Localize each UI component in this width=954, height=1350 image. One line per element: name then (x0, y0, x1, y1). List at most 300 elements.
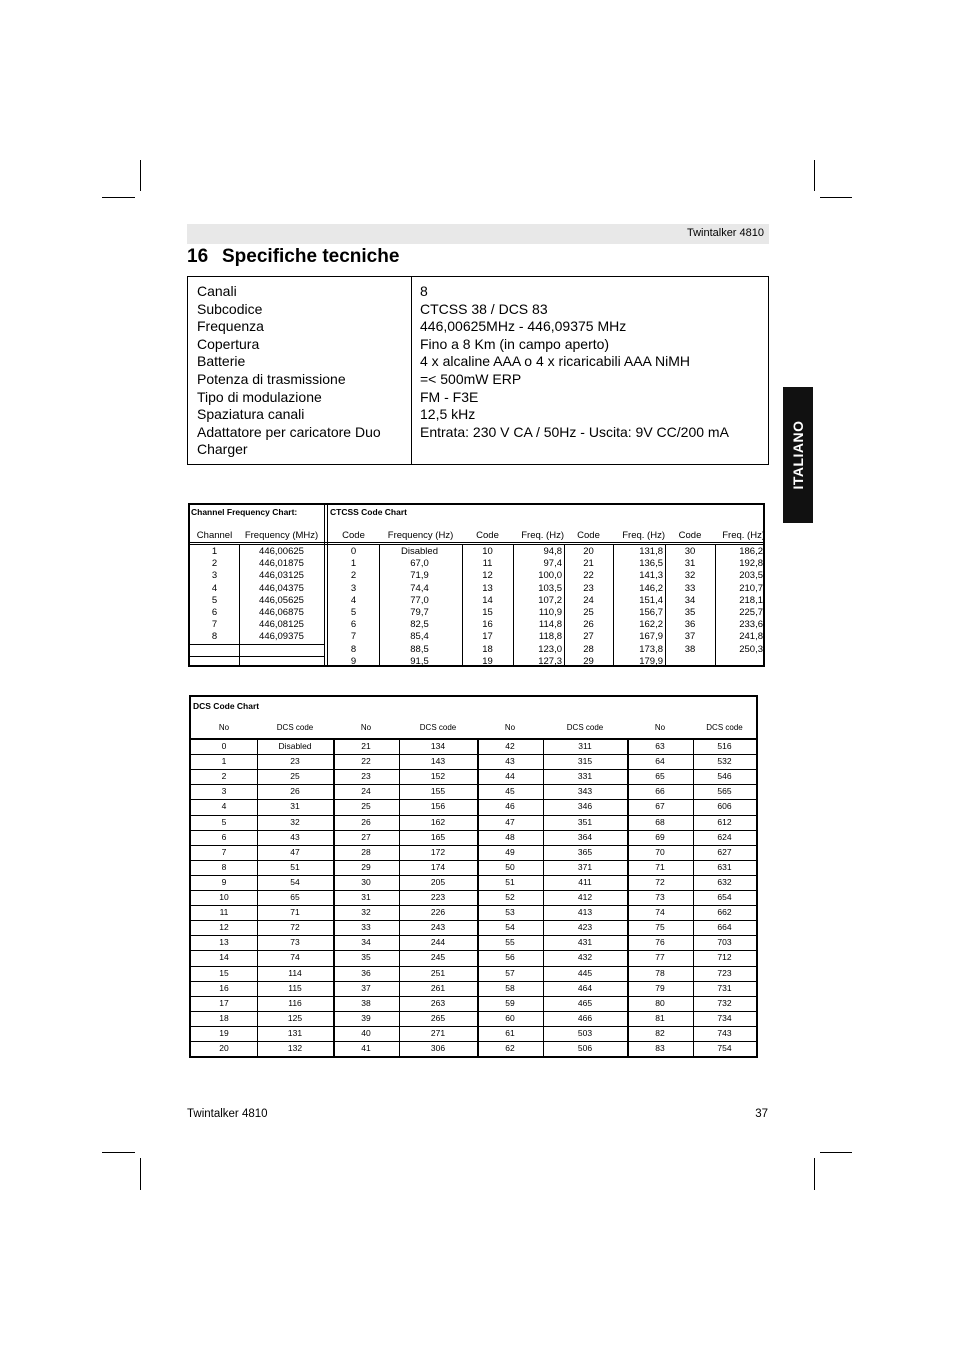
ctcss-freq-cell: 100,0 (538, 570, 562, 582)
ctcss-freq-cell: 82,5 (410, 619, 429, 631)
dcs-code-cell: 51 (290, 861, 300, 872)
crop-mark (140, 160, 141, 191)
spec-label: Adattatore per caricatore Duo Charger (197, 423, 381, 458)
crop-mark (102, 1152, 135, 1153)
dcs-no-cell: 23 (361, 771, 371, 782)
dcs-code-cell: 506 (577, 1043, 593, 1053)
dcs-no-cell: 39 (361, 1012, 371, 1023)
ctcss-code-cell: 17 (482, 631, 493, 643)
ctcss-freq-cell: 203,5 (739, 570, 763, 582)
ctcss-chart-caption: CTCSS Code Chart (330, 507, 407, 517)
ctcss-column-header: Freq. (Hz) (722, 530, 765, 541)
dcs-no-cell: 5 (221, 816, 227, 827)
dcs-no-cell: 44 (505, 771, 515, 782)
ctcss-code-cell: 23 (583, 582, 594, 594)
dcs-no-cell: 64 (655, 756, 665, 767)
ctcss-code-cell: 9 (350, 655, 357, 667)
dcs-no-cell: 9 (221, 876, 227, 887)
dcs-no-cell: 20 (219, 1043, 229, 1053)
ctcss-code-cell: 30 (684, 546, 696, 557)
ctcss-freq-cell: 103,5 (538, 582, 562, 594)
dcs-code-cell: 265 (430, 1012, 446, 1023)
dcs-no-cell: 22 (361, 756, 371, 767)
channel-cell: 446,00625 (259, 546, 304, 557)
dcs-no-cell: 42 (505, 741, 515, 751)
dcs-no-cell: 25 (361, 801, 371, 812)
dcs-no-cell: 53 (505, 907, 515, 918)
dcs-no-cell: 34 (361, 937, 371, 948)
dcs-no-cell: 19 (219, 1027, 229, 1038)
ctcss-column-header: Freq. (Hz) (521, 530, 564, 541)
crop-mark (140, 1158, 141, 1190)
dcs-code-cell: 116 (288, 997, 302, 1008)
dcs-no-cell: 52 (505, 892, 515, 902)
crop-mark (814, 160, 815, 191)
dcs-code-cell: 156 (430, 801, 446, 812)
dcs-no-cell: 36 (361, 967, 371, 978)
spec-value: CTCSS 38 / DCS 83 (420, 300, 548, 317)
dcs-code-cell: 251 (430, 967, 446, 978)
dcs-code-cell: 223 (430, 892, 446, 902)
dcs-code-cell: 245 (430, 952, 446, 963)
dcs-code-cell: Disabled (278, 741, 312, 751)
spec-divider (411, 277, 412, 464)
dcs-no-cell: 40 (361, 1027, 371, 1038)
spec-value: FM - F3E (420, 388, 479, 405)
header-rule (190, 542, 763, 543)
dcs-code-cell: 172 (430, 846, 446, 857)
dcs-code-cell: 114 (288, 967, 302, 978)
channel-cell: 5 (211, 594, 218, 606)
section-title (187, 246, 399, 268)
dcs-code-cell: 155 (430, 786, 446, 797)
ctcss-freq-cell: 67,0 (410, 558, 429, 570)
dcs-code-cell: 205 (430, 876, 446, 887)
dcs-no-cell: 3 (221, 786, 227, 797)
dcs-code-cell: 131 (287, 1027, 303, 1038)
ctcss-code-cell: 32 (684, 570, 696, 582)
dcs-code-cell: 503 (577, 1027, 593, 1038)
spec-value: =< 500mW ERP (420, 370, 522, 387)
dcs-code-cell: 565 (717, 786, 732, 797)
channel-cell: 446,01875 (259, 558, 304, 570)
ctcss-column-header: Frequency (Hz) (387, 530, 454, 541)
channel-cell: 8 (211, 631, 218, 643)
dcs-no-cell: 38 (361, 997, 371, 1008)
dcs-code-cell: 606 (717, 801, 732, 812)
dcs-no-cell: 68 (655, 816, 665, 827)
dcs-code-cell: 516 (717, 741, 732, 751)
language-tab-label: ITALIANO (790, 420, 806, 490)
dcs-code-cell: 662 (717, 907, 732, 918)
dcs-code-cell: 132 (287, 1043, 303, 1053)
dcs-no-cell: 60 (505, 1012, 515, 1023)
dcs-column-header: DCS code (566, 723, 604, 732)
spec-value: Entrata: 230 V CA / 50Hz - Uscita: 9V CC/200 mA (420, 423, 729, 440)
dcs-code-cell: 271 (430, 1027, 446, 1038)
ctcss-code-cell: 36 (684, 619, 696, 631)
crop-mark (814, 1158, 815, 1190)
dcs-no-cell: 75 (655, 922, 665, 933)
crop-mark (820, 1152, 852, 1153)
dcs-code-cell: 306 (430, 1043, 446, 1053)
dcs-no-cell: 21 (361, 741, 371, 751)
ctcss-code-cell: 35 (684, 607, 696, 618)
ctcss-freq-cell: 241,8 (739, 631, 763, 643)
ctcss-freq-cell (715, 656, 763, 668)
ctcss-freq-cell: 114,8 (538, 619, 562, 631)
dcs-no-cell: 32 (361, 907, 371, 918)
dcs-no-cell: 82 (655, 1027, 665, 1038)
dcs-code-cell: 627 (717, 846, 732, 857)
dcs-code-cell: 654 (717, 892, 732, 902)
dcs-code-cell: 624 (717, 831, 732, 842)
dcs-no-cell: 41 (361, 1043, 371, 1053)
ctcss-code-cell (665, 656, 715, 668)
ctcss-freq-cell: 162,2 (639, 619, 663, 631)
spec-label: Potenza di trasmissione (197, 370, 346, 387)
ctcss-code-cell: 1 (350, 558, 357, 570)
dcs-code-cell: 412 (577, 892, 593, 902)
dcs-no-cell: 73 (655, 892, 665, 902)
dcs-no-cell: 45 (505, 786, 515, 797)
channel-column-header: Frequency (MHz) (244, 530, 319, 541)
dcs-no-cell: 70 (655, 846, 665, 857)
ctcss-code-cell: 13 (482, 582, 493, 594)
dcs-no-cell: 31 (361, 892, 371, 902)
ctcss-code-cell: 20 (583, 546, 594, 557)
dcs-no-cell: 58 (505, 982, 515, 993)
channel-cell: 7 (211, 619, 218, 631)
dcs-no-cell: 12 (219, 922, 229, 933)
dcs-no-cell: 11 (219, 907, 229, 918)
dcs-no-cell: 13 (219, 937, 229, 948)
dcs-no-cell: 56 (505, 952, 515, 963)
ctcss-code-cell: 0 (350, 546, 357, 557)
dcs-code-cell: 632 (717, 876, 732, 887)
crop-mark (102, 197, 135, 198)
dcs-column-header: DCS code (276, 723, 314, 732)
dcs-code-cell: 365 (577, 846, 593, 857)
dcs-no-cell: 16 (219, 982, 229, 993)
ctcss-freq-cell: 79,7 (410, 607, 429, 618)
ctcss-code-cell: 11 (482, 558, 493, 570)
ctcss-freq-cell: 179,9 (639, 655, 663, 667)
dcs-no-cell: 37 (361, 982, 371, 993)
dcs-code-cell: 74 (290, 952, 300, 963)
dcs-chart-caption: DCS Code Chart (193, 701, 260, 711)
ctcss-code-cell: 25 (583, 607, 594, 618)
ctcss-code-cell: 22 (583, 570, 594, 582)
dcs-code-cell: 364 (577, 831, 593, 842)
dcs-no-cell: 29 (361, 861, 371, 872)
dcs-code-cell: 152 (430, 771, 446, 782)
spec-label: Frequenza (197, 318, 264, 335)
spec-labels (197, 283, 407, 459)
ctcss-freq-cell: 167,9 (639, 631, 663, 643)
spec-label: Batterie (197, 353, 246, 370)
ctcss-freq-cell: 250,3 (739, 643, 763, 655)
ctcss-code-cell: 10 (482, 546, 493, 557)
dcs-no-cell: 8 (221, 861, 227, 872)
dcs-code-cell: 331 (577, 771, 593, 782)
ctcss-freq-cell: 156,7 (639, 607, 663, 618)
dcs-column-header: No (504, 723, 516, 732)
dcs-no-cell: 30 (361, 876, 371, 887)
dcs-code-cell: 26 (290, 786, 300, 797)
spec-table (187, 276, 769, 465)
channel-cell: 446,05625 (259, 594, 304, 606)
ctcss-freq-cell: 218,1 (739, 594, 763, 606)
ctcss-code-cell: 38 (684, 643, 696, 655)
header-rule (190, 544, 763, 545)
ctcss-freq-cell: 110,9 (538, 607, 562, 618)
dcs-code-cell: 703 (717, 937, 732, 948)
footer-product: Twintalker 4810 (187, 1108, 268, 1120)
dcs-code-cell: 43 (290, 831, 300, 842)
ctcss-code-cell: 16 (482, 619, 493, 631)
dcs-code-cell: 612 (717, 816, 732, 827)
dcs-no-cell: 10 (219, 892, 229, 902)
ctcss-column-header: Freq. (Hz) (622, 530, 665, 541)
spec-label: Copertura (197, 335, 260, 352)
dcs-code-cell: 343 (577, 786, 593, 797)
dcs-no-cell: 57 (505, 967, 515, 978)
dcs-no-cell: 71 (655, 861, 665, 872)
spec-value: 12,5 kHz (420, 406, 476, 423)
spec-label: Subcodice (197, 300, 263, 317)
dcs-no-cell: 51 (505, 876, 515, 887)
dcs-no-cell: 72 (655, 876, 665, 887)
ctcss-code-cell: 37 (684, 631, 696, 643)
ctcss-freq-cell: 77,0 (410, 594, 429, 606)
ctcss-freq-cell: Disabled (401, 546, 438, 557)
dcs-code-cell: 23 (290, 756, 300, 767)
channel-cell: 6 (211, 607, 218, 618)
dcs-code-cell: 71 (290, 907, 300, 918)
ctcss-code-cell: 21 (583, 558, 594, 570)
crop-mark (820, 197, 852, 198)
spec-label: Canali (197, 283, 237, 299)
dcs-column-header: No (360, 723, 372, 732)
dcs-no-cell: 76 (655, 937, 665, 948)
dcs-code-cell: 72 (290, 922, 300, 933)
dcs-code-cell: 31 (290, 801, 300, 812)
dcs-no-cell: 55 (505, 937, 515, 948)
ctcss-code-cell: 3 (350, 582, 357, 594)
dcs-code-cell: 445 (577, 967, 593, 978)
ctcss-code-cell: 33 (684, 582, 696, 594)
dcs-no-cell: 66 (655, 786, 665, 797)
ctcss-column-header: Code (342, 530, 365, 541)
channel-cell: 3 (211, 570, 218, 582)
channel-cell: 446,06875 (259, 607, 304, 618)
dcs-no-cell: 24 (361, 786, 371, 797)
dcs-no-cell: 0 (221, 741, 227, 751)
dcs-no-cell: 77 (655, 952, 665, 963)
ctcss-code-cell: 34 (684, 594, 696, 606)
section-title-text: Specifiche tecniche (222, 246, 400, 267)
ctcss-freq-cell: 136,5 (639, 558, 663, 570)
dcs-code-cell: 664 (717, 922, 732, 933)
dcs-code-cell: 226 (430, 907, 446, 918)
ctcss-freq-cell: 131,8 (639, 546, 663, 557)
dcs-code-cell: 263 (430, 997, 446, 1008)
ctcss-code-cell: 19 (482, 655, 493, 667)
ctcss-code-cell: 5 (350, 607, 357, 618)
dcs-no-cell: 6 (221, 831, 227, 842)
dcs-no-cell: 69 (655, 831, 665, 842)
ctcss-freq-cell: 233,6 (739, 619, 763, 631)
dcs-no-cell: 48 (505, 831, 515, 842)
ctcss-column-header: Code (577, 530, 600, 541)
spec-value: 446,00625MHz - 446,09375 MHz (420, 318, 627, 335)
ctcss-freq-cell: 173,8 (639, 643, 663, 655)
language-tab (783, 387, 813, 523)
channel-cell: 446,08125 (259, 619, 304, 631)
dcs-column-header: DCS code (706, 723, 743, 732)
dcs-no-cell: 80 (655, 997, 665, 1008)
dcs-code-cell: 411 (578, 876, 592, 887)
ctcss-code-cell: 2 (350, 570, 357, 582)
dcs-code-cell: 315 (577, 756, 593, 767)
dcs-code-cell: 311 (578, 741, 592, 751)
ctcss-code-cell: 26 (583, 619, 594, 631)
dcs-code-cell: 466 (577, 1012, 593, 1023)
dcs-code-cell: 162 (430, 816, 446, 827)
dcs-code-cell: 631 (717, 861, 732, 872)
dcs-code-cell: 54 (290, 876, 300, 887)
dcs-code-cell: 432 (577, 952, 593, 963)
ctcss-code-cell: 31 (684, 558, 696, 570)
ctcss-freq-cell: 151,4 (639, 594, 663, 606)
dcs-no-cell: 49 (505, 846, 515, 857)
dcs-no-cell: 79 (655, 982, 665, 993)
dcs-code-cell: 532 (717, 756, 732, 767)
ctcss-freq-cell: 146,2 (639, 582, 663, 594)
dcs-no-cell: 17 (219, 997, 229, 1008)
dcs-no-cell: 26 (361, 816, 371, 827)
channel-cell: 446,09375 (259, 631, 304, 643)
dcs-no-cell: 27 (361, 831, 371, 842)
dcs-code-cell: 73 (290, 937, 300, 948)
dcs-code-cell: 351 (577, 816, 593, 827)
channel-chart-caption: Channel Frequency Chart: (191, 507, 298, 517)
dcs-no-cell: 33 (361, 922, 371, 933)
dcs-no-cell: 46 (505, 801, 515, 812)
dcs-code-cell: 25 (290, 771, 300, 782)
spec-value: 8 (420, 283, 428, 299)
ctcss-freq-cell: 71,9 (410, 570, 429, 582)
dcs-code-cell: 732 (717, 997, 732, 1008)
dcs-no-cell: 1 (221, 756, 227, 767)
dcs-code-cell: 261 (430, 982, 446, 993)
running-header (187, 224, 769, 244)
dcs-code-cell: 47 (290, 846, 300, 857)
dcs-no-cell: 63 (655, 741, 665, 751)
dcs-code-cell: 754 (717, 1043, 732, 1053)
channel-column-header: Channel (196, 530, 233, 541)
dcs-code-cell: 723 (717, 967, 732, 978)
ctcss-code-cell: 29 (583, 655, 594, 667)
dcs-code-cell: 734 (717, 1012, 732, 1023)
dcs-code-cell: 743 (717, 1027, 732, 1038)
dcs-no-cell: 81 (655, 1012, 665, 1023)
dcs-no-cell: 83 (655, 1043, 665, 1053)
dcs-no-cell: 4 (221, 801, 227, 812)
dcs-code-cell: 65 (290, 892, 300, 902)
spec-value: 4 x alcaline AAA o 4 x ricaricabili AAA NiMH (420, 353, 691, 370)
header-product: Twintalker 4810 (686, 227, 764, 239)
ctcss-code-cell: 15 (482, 607, 493, 618)
dcs-column-header: No (654, 723, 666, 732)
dcs-no-cell: 62 (505, 1043, 515, 1053)
row-rule (190, 644, 324, 645)
ctcss-freq-cell: 192,8 (739, 558, 763, 570)
dcs-no-cell: 74 (655, 907, 665, 918)
dcs-code-cell: 115 (288, 982, 302, 993)
ctcss-freq-cell: 94,8 (543, 546, 562, 557)
ctcss-freq-cell: 123,0 (538, 643, 562, 655)
dcs-no-cell: 61 (505, 1027, 515, 1038)
ctcss-code-cell: 4 (350, 594, 357, 606)
spec-value: Fino a 8 Km (in campo aperto) (420, 335, 610, 352)
dcs-column-header: DCS code (419, 723, 457, 732)
dcs-no-cell: 65 (655, 771, 665, 782)
ctcss-code-cell: 18 (482, 643, 493, 655)
ctcss-freq-cell: 118,8 (538, 631, 562, 643)
ctcss-freq-cell: 225,7 (739, 607, 763, 618)
dcs-code-cell: 125 (287, 1012, 303, 1023)
dcs-code-cell: 712 (717, 952, 732, 963)
dcs-column-header: No (218, 723, 230, 732)
row-rule (190, 656, 324, 657)
spec-values (420, 283, 765, 441)
dcs-code-cell: 413 (577, 907, 593, 918)
ctcss-code-cell: 6 (350, 619, 357, 631)
dcs-no-cell: 47 (505, 816, 515, 827)
ctcss-freq-cell: 210,7 (739, 582, 763, 594)
dcs-code-cell: 165 (430, 831, 446, 842)
ctcss-freq-cell: 127,3 (538, 655, 562, 667)
dcs-no-cell: 35 (361, 952, 371, 963)
dcs-code-cell: 731 (717, 982, 732, 993)
ctcss-freq-cell: 186,2 (739, 546, 763, 557)
dcs-code-cell: 465 (577, 997, 593, 1008)
dcs-code-cell: 174 (430, 861, 446, 872)
spec-label: Tipo di modulazione (197, 388, 322, 405)
dcs-no-cell: 78 (655, 967, 665, 978)
ctcss-freq-cell: 97,4 (543, 558, 562, 570)
dcs-code-chart (189, 695, 758, 1058)
channel-cell: 1 (211, 546, 218, 557)
chart-separator (324, 505, 325, 665)
dcs-code-cell: 464 (577, 982, 593, 993)
dcs-no-cell: 67 (655, 801, 665, 812)
dcs-no-cell: 18 (219, 1012, 229, 1023)
channel-cell: 2 (211, 558, 218, 570)
page-number: 37 (755, 1108, 768, 1120)
dcs-no-cell: 54 (505, 922, 515, 933)
spec-label: Spaziatura canali (197, 406, 305, 423)
channel-cell: 446,04375 (259, 582, 304, 594)
channel-cell: 446,03125 (259, 570, 304, 582)
dcs-code-cell: 244 (430, 937, 446, 948)
ctcss-code-cell: 12 (482, 570, 493, 582)
dcs-no-cell: 50 (505, 861, 515, 872)
ctcss-column-header: Code (476, 530, 499, 541)
dcs-no-cell: 14 (219, 952, 229, 963)
